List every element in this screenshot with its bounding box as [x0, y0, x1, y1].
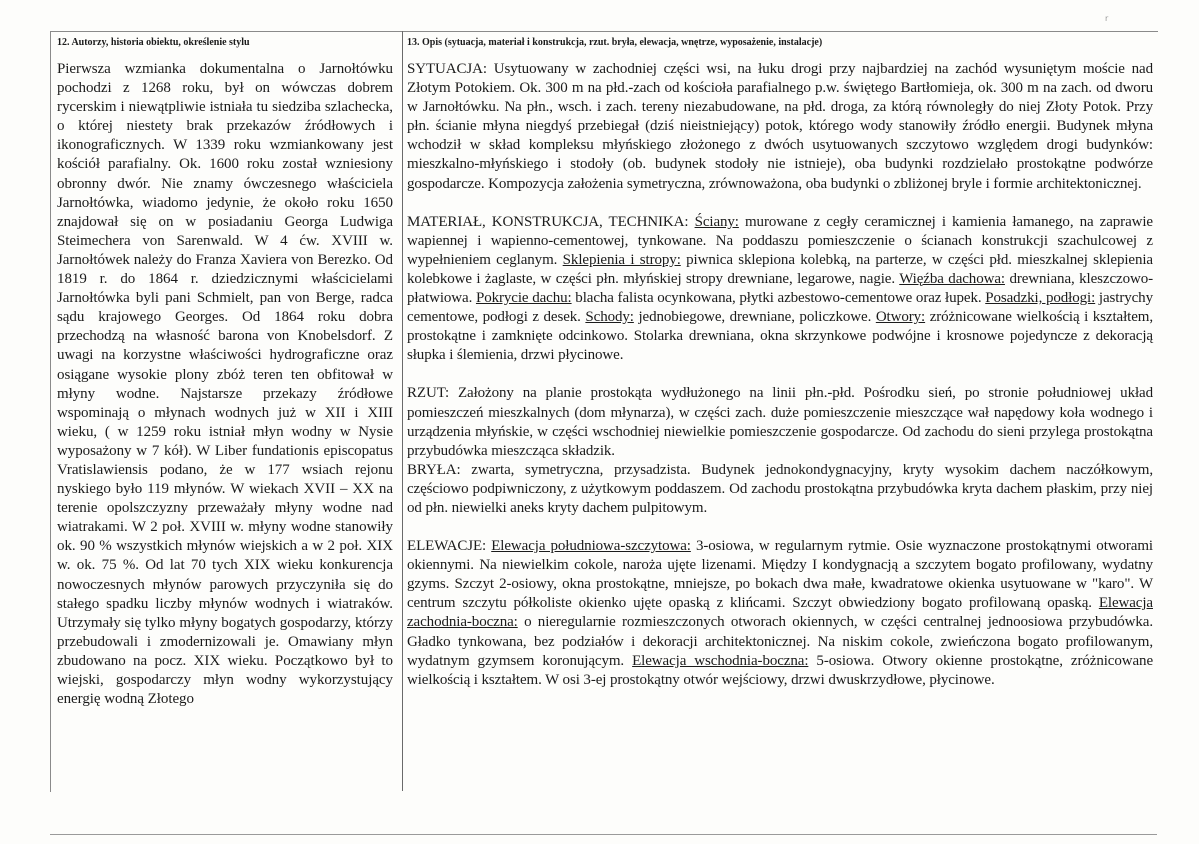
elewacja-poludniowa-label: Elewacja południowa-szczytowa:	[491, 538, 691, 555]
pokrycie-text: blacha falista ocynkowana, płytki azbestowo-cementowe oraz łupek.	[571, 290, 986, 307]
bottom-rule	[50, 834, 1157, 835]
wiezba-label: Więźba dachowa:	[899, 270, 1005, 287]
section-12-heading: 12. Autorzy, historia obiektu, określenie stylu	[57, 37, 250, 48]
wiezba-text: drewniana, kleszczowo-płatwiowa.	[407, 270, 1154, 307]
section-12-body: Pierwsza wzmianka dokumentalna o Jarnołtówku pochodzi z 1268 roku, był on wówczas dobrem rycerskim i niewątpliwie istniała tu siedziba szlachecka, o której niestety brak przekazów źródłowych i ikonograficznych. W 1339 roku wzmiankowany jest kościół parafialny. Ok. 1600 roku został wzniesiony obronny dwór. Nie znamy ówczesnego właściciela Jarnołtówka, wiadomo jedynie, że około roku 1650 znajdował się on w posiadaniu Georga Ludwiga Steimechera von Sarenwald. W 4 ćw. XVIII w. Jarnołtówek należy do Franza Xaviera von Berezko. Od 1819 r. do 1864 r. dziedzicznymi właścicielami Jarnołtówka byli pani Schmielt, pan von Berge, radca sądu krajowego Georges. Od 1864 roku dobra przechodzą na własność barona von Knobelsdorf. Z uwagi na korzystne właściwości hydrograficzne oraz osiągane wysokie plony zbóż teren ten obfitował w młyny wodne. Najstarsze przekazy źródłowe wspominają o młynach wodnych już w XII i XIII wieku, ( w 1259 roku istniał młyn wodny w Nysie wyposażony w 7 kół). W Liber fundationis episcopatus Vratislawiensis podano, że w 177 wsiach rejonu nyskiego było 119 młynów. W wiekach XVII – XX na terenie opolszczyzny przeważały młyny wodne nad wiatrakami. W 2 poł. XVIII w. młyny wodne stanowiły ok. 90 % wszystkich młynów wiejskich a w 2 poł. XIX w. ok. 75 %. Od lat 70 tych XIX wieku konkurencja nowoczesnych młynów parowych przyczyniła się do stałego spadku liczby młynów wodnych i wiatraków. Utrzymały się tylko młyny bogatych gospodarzy, którzy przebudowali i zmodernizowali je. Omawiany młyn zbudowano na pocz. XIX wieku. Początkowo był to wiejski, gospodarczy młyn wodny wykorzystujący energię wodną Złotego	[57, 61, 393, 708]
material-paragraph	[407, 213, 1153, 366]
elewacje-lead: ELEWACJE:	[407, 538, 492, 555]
otwory-label: Otwory:	[875, 309, 926, 326]
elewacja-wschodnia-label: Elewacja wschodnia-boczna:	[632, 652, 809, 669]
bryla-paragraph: BRYŁA: zwarta, symetryczna, przysadzista. Budynek jednokondygnacyjny, kryty wysokim dachem naczółkowym, częściowo podpiwniczony, z użytkowym poddaszem. Od zachodu prostokątna przybudówka kryta dachem płaskim, przy niej od płn. niewielki aneks kryty dachem pulpitowym.	[407, 461, 1153, 516]
posadzki-label: Posadzki, podłogi:	[985, 290, 1096, 307]
elewacje-paragraph	[407, 537, 1153, 690]
posadzki-text: jastrychy cementowe, podłogi z desek.	[407, 290, 1153, 326]
corner-mark: r	[1105, 14, 1109, 23]
section-12-column	[57, 36, 393, 709]
section-13-heading: 13. Opis (sytuacja, materiał i konstrukcja, rzut. bryła, elewacja, wnętrze, wyposażenie, instalacje)	[407, 37, 823, 48]
rzut-paragraph: RZUT: Założony na planie prostokąta wydłużonego na linii płn.-płd. Pośrodku sień, po stronie południowej układ pomieszczeń mieszkalnych (dom młynarza), w części zach. duże pomieszczenie mieszczące wał napędowy koła wodnego i urządzenia młyńskie, w części wschodniej niewielkie pomieszczenie gospodarcze. Od zachodu do sieni przylega prostokątna przybudówka mieszcząca składzik.	[407, 385, 1153, 459]
elewacja-zachodnia-label: Elewacja zachodnia-boczna:	[407, 595, 1153, 631]
column-divider	[402, 31, 403, 791]
schody-text: jednobiegowe, drewniane, policzkowe.	[633, 309, 876, 326]
sklepienia-text: piwnica sklepiona kolebką, na parterze, w części płd. mieszkalnej sklepienia kolebkowe i żaglaste, w części płn. młyńskiej stropy drewniane, legarowe, nagie.	[407, 251, 1153, 287]
sklepienia-label: Sklepienia i stropy:	[562, 251, 681, 268]
elewacja-zachodnia-text: o nieregularnie rozmieszczonych otworach okiennych, w części centralnej jednoosiowa przybudówka. Gładko tynkowana, bez podziałów i dekoracji architektonicznej. Na niskim cokole, zwieńczona bogato profilowanym, wydatnym gzymsem koronującym.	[407, 614, 1153, 669]
elewacja-poludniowa-text: 3-osiowa, w regularnym rytmie. Osie wyznaczone prostokątnymi otworami okiennymi. Na niewielkim cokole, naroża ujęte lizenami. Między I kondygnacją a szczytem bogato profilowany, wydatny gzyms. Szczyt 2-osiowy, okna prostokątne, mniejsze, po bokach dwa małe, kwadratowe okienka usytuowane w "karo". W centrum szczytu półkoliste okienko ujęte opaską z klińcami. Szczyt obwiedziony bogato profilowaną opaską.	[407, 538, 1153, 612]
sciany-text: murowane z cegły ceramicznej i kamienia łamanego, na zaprawie wapiennej i wapienno-cementowej, tynkowane. Na poddaszu pomieszczenie o ścianach konstrukcji szachulcowej z wypełnieniem ceglanym.	[407, 213, 1153, 268]
otwory-text: zróżnicowane wielkością i kształtem, prostokątne i zamknięte odcinkowo. Stolarka drewniana, okna skrzynkowe podwójne i krosnowe pojedyncze z dekoracją słupka i ślemienia, drzwi płycinowe.	[407, 309, 1153, 364]
sytuacja-paragraph: SYTUACJA: Usytuowany w zachodniej części wsi, na łuku drogi przy najbardziej na zachód wysuniętym moście nad Złotym Potokiem. Ok. 300 m na płd.-zach od kościoła parafialnego p.w. świętego Bartłomieja, ok. 300 m na zach. od dworu w Jarnołtówku. Na płn., wsch. i zach. tereny niezabudowane, na płd. droga, za którą równoległy do niej Złoty Potok. Przy płn. ścianie młyna niegdyś przebiegał (dziś nieistniejący) potok, którego wody stanowiły źródło energii. Budynek młyna wchodził w skład kompleksu młyńskiego złożonego z dwóch usytuowanych szczytowo względem drogi budynków: mieszkalno-młyńskiego i stodoły (ob. budynek stodoły nie istnieje), oba budynki rozdzielało prostokątne podwórze gospodarcze. Kompozycja założenia symetryczna, zrównoważona, oba budynki o zbliżonej bryle i formie architektonicznej.	[407, 61, 1153, 192]
material-lead: MATERIAŁ, KONSTRUKCJA, TECHNIKA:	[407, 213, 695, 230]
section-13-column	[407, 36, 1153, 690]
pokrycie-label: Pokrycie dachu:	[475, 290, 572, 307]
sciany-label: Ściany:	[694, 213, 739, 230]
elewacja-wschodnia-text: 5-osiowa. Otwory okienne prostokątne, zróżnicowane wielkością i kształtem. W osi 3-ej prostokątny otwór wejściowy, drzwi dwuskrzydłowe, płycinowe.	[407, 652, 1154, 688]
schody-label: Schody:	[585, 309, 634, 326]
